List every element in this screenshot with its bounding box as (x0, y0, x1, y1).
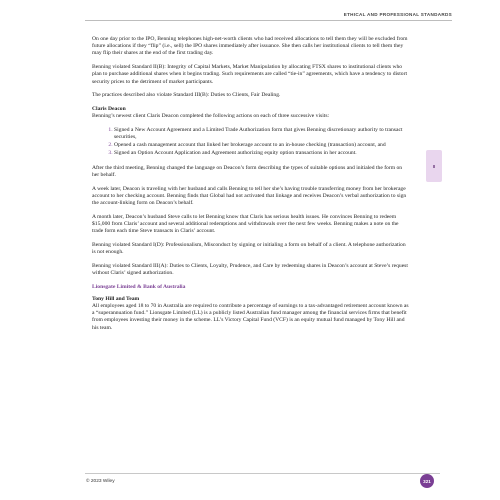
subheading-tony-hill: Tony Hill and Team (92, 295, 140, 302)
paragraph: Benning violated Standard II(B): Integrity of Capital Markets, Market Manipulation by allocating FTSX shares to institutional clients who plan to purchase additional shares when it begins trading. Such requirements are called “tie-in” agreements, which have a tendency to distort security prices to the detriment of market participants. (92, 64, 408, 85)
paragraph: Benning violated Standard I(D): Professionalism, Misconduct by signing or initialing a form on behalf of a client. A telephone authorization is not enough. (92, 241, 406, 255)
paragraph: The practices described also violate Standard III(B): Duties to Clients, Fair Dealing. (92, 92, 281, 99)
running-header: ETHICAL AND PROFESSIONAL STANDARDS (343, 12, 452, 17)
numbered-list (92, 127, 410, 158)
paragraph: Benning’s newest client Claris Deacon completed the following actions on each of three successive visits: (92, 113, 330, 120)
section-heading-lionsgate: Lionsgate Limited & Bank of Australia (92, 283, 186, 290)
paragraph: All employees aged 18 to 70 in Australia are required to contribute a percentage of earnings to a tax-advantaged retirement account known as a “superannuation fund.” Lionsgate Limited (LL) is a publicly listed Australian fund manager among the financial services firms that benefit from employees investing their money in the scheme. LL’s Victory Capital Fund (VCF) is an equity mutual fund managed by Tony Hill and his team. (92, 302, 409, 331)
list-item: 2. Opened a cash management account that linked her brokerage account to an in-house checking (transaction) account, and (114, 142, 410, 149)
paragraph: After the third meeting, Benning changed the language on Deacon’s form describing the types of suitable options and initialed the form on her behalf. (92, 164, 403, 178)
subheading-claris-deacon: Claris Deacon (92, 105, 126, 112)
section-tab: II (426, 150, 442, 182)
page-number-badge: 321 (420, 474, 434, 488)
paragraph: Benning violated Standard III(A): Duties to Clients, Loyalty, Prudence, and Care by redeeming shares in Deacon’s account at Steve’s request without Claris’ signed authorization. (92, 262, 408, 276)
page-body (92, 36, 410, 338)
list-item: 3. Signed an Option Account Application and Agreement authorizing equity option transactions in her account. (114, 150, 410, 157)
footer-copyright: © 2023 Wiley (86, 479, 115, 484)
header-divider (85, 20, 452, 21)
list-item: 1. Signed a New Account Agreement and a Limited Trade Authorization form that gives Benning discretionary authority to transact securities, (114, 127, 410, 141)
paragraph: A month later, Deacon’s husband Steve calls to let Benning know that Claris has serious health issues. He convinces Benning to redeem $15,000 from Claris’ account and several additional redemptions and withdrawals over the next few weeks. Benning makes a note on the trade form each time Steve transacts in Claris’ account. (92, 213, 399, 235)
paragraph: On one day prior to the IPO, Benning telephones high-net-worth clients who had received allocations to tell them they will be excluded from future allocations if they “flip” (i.e., sell) the IPO shares immediately after issuance. She then calls her institutional clients to tell them they may flip their shares at the end of the first trading day. (92, 36, 408, 57)
footer-divider (85, 473, 440, 474)
paragraph: A week later, Deacon is traveling with her husband and calls Benning to tell her she’s having trouble transferring money from her brokerage account to her checking account. Benning finds that Global had not activated that linkage and receives Deacon’s verbal authorization to sign the account-linking form on Deacon’s behalf. (92, 185, 407, 206)
